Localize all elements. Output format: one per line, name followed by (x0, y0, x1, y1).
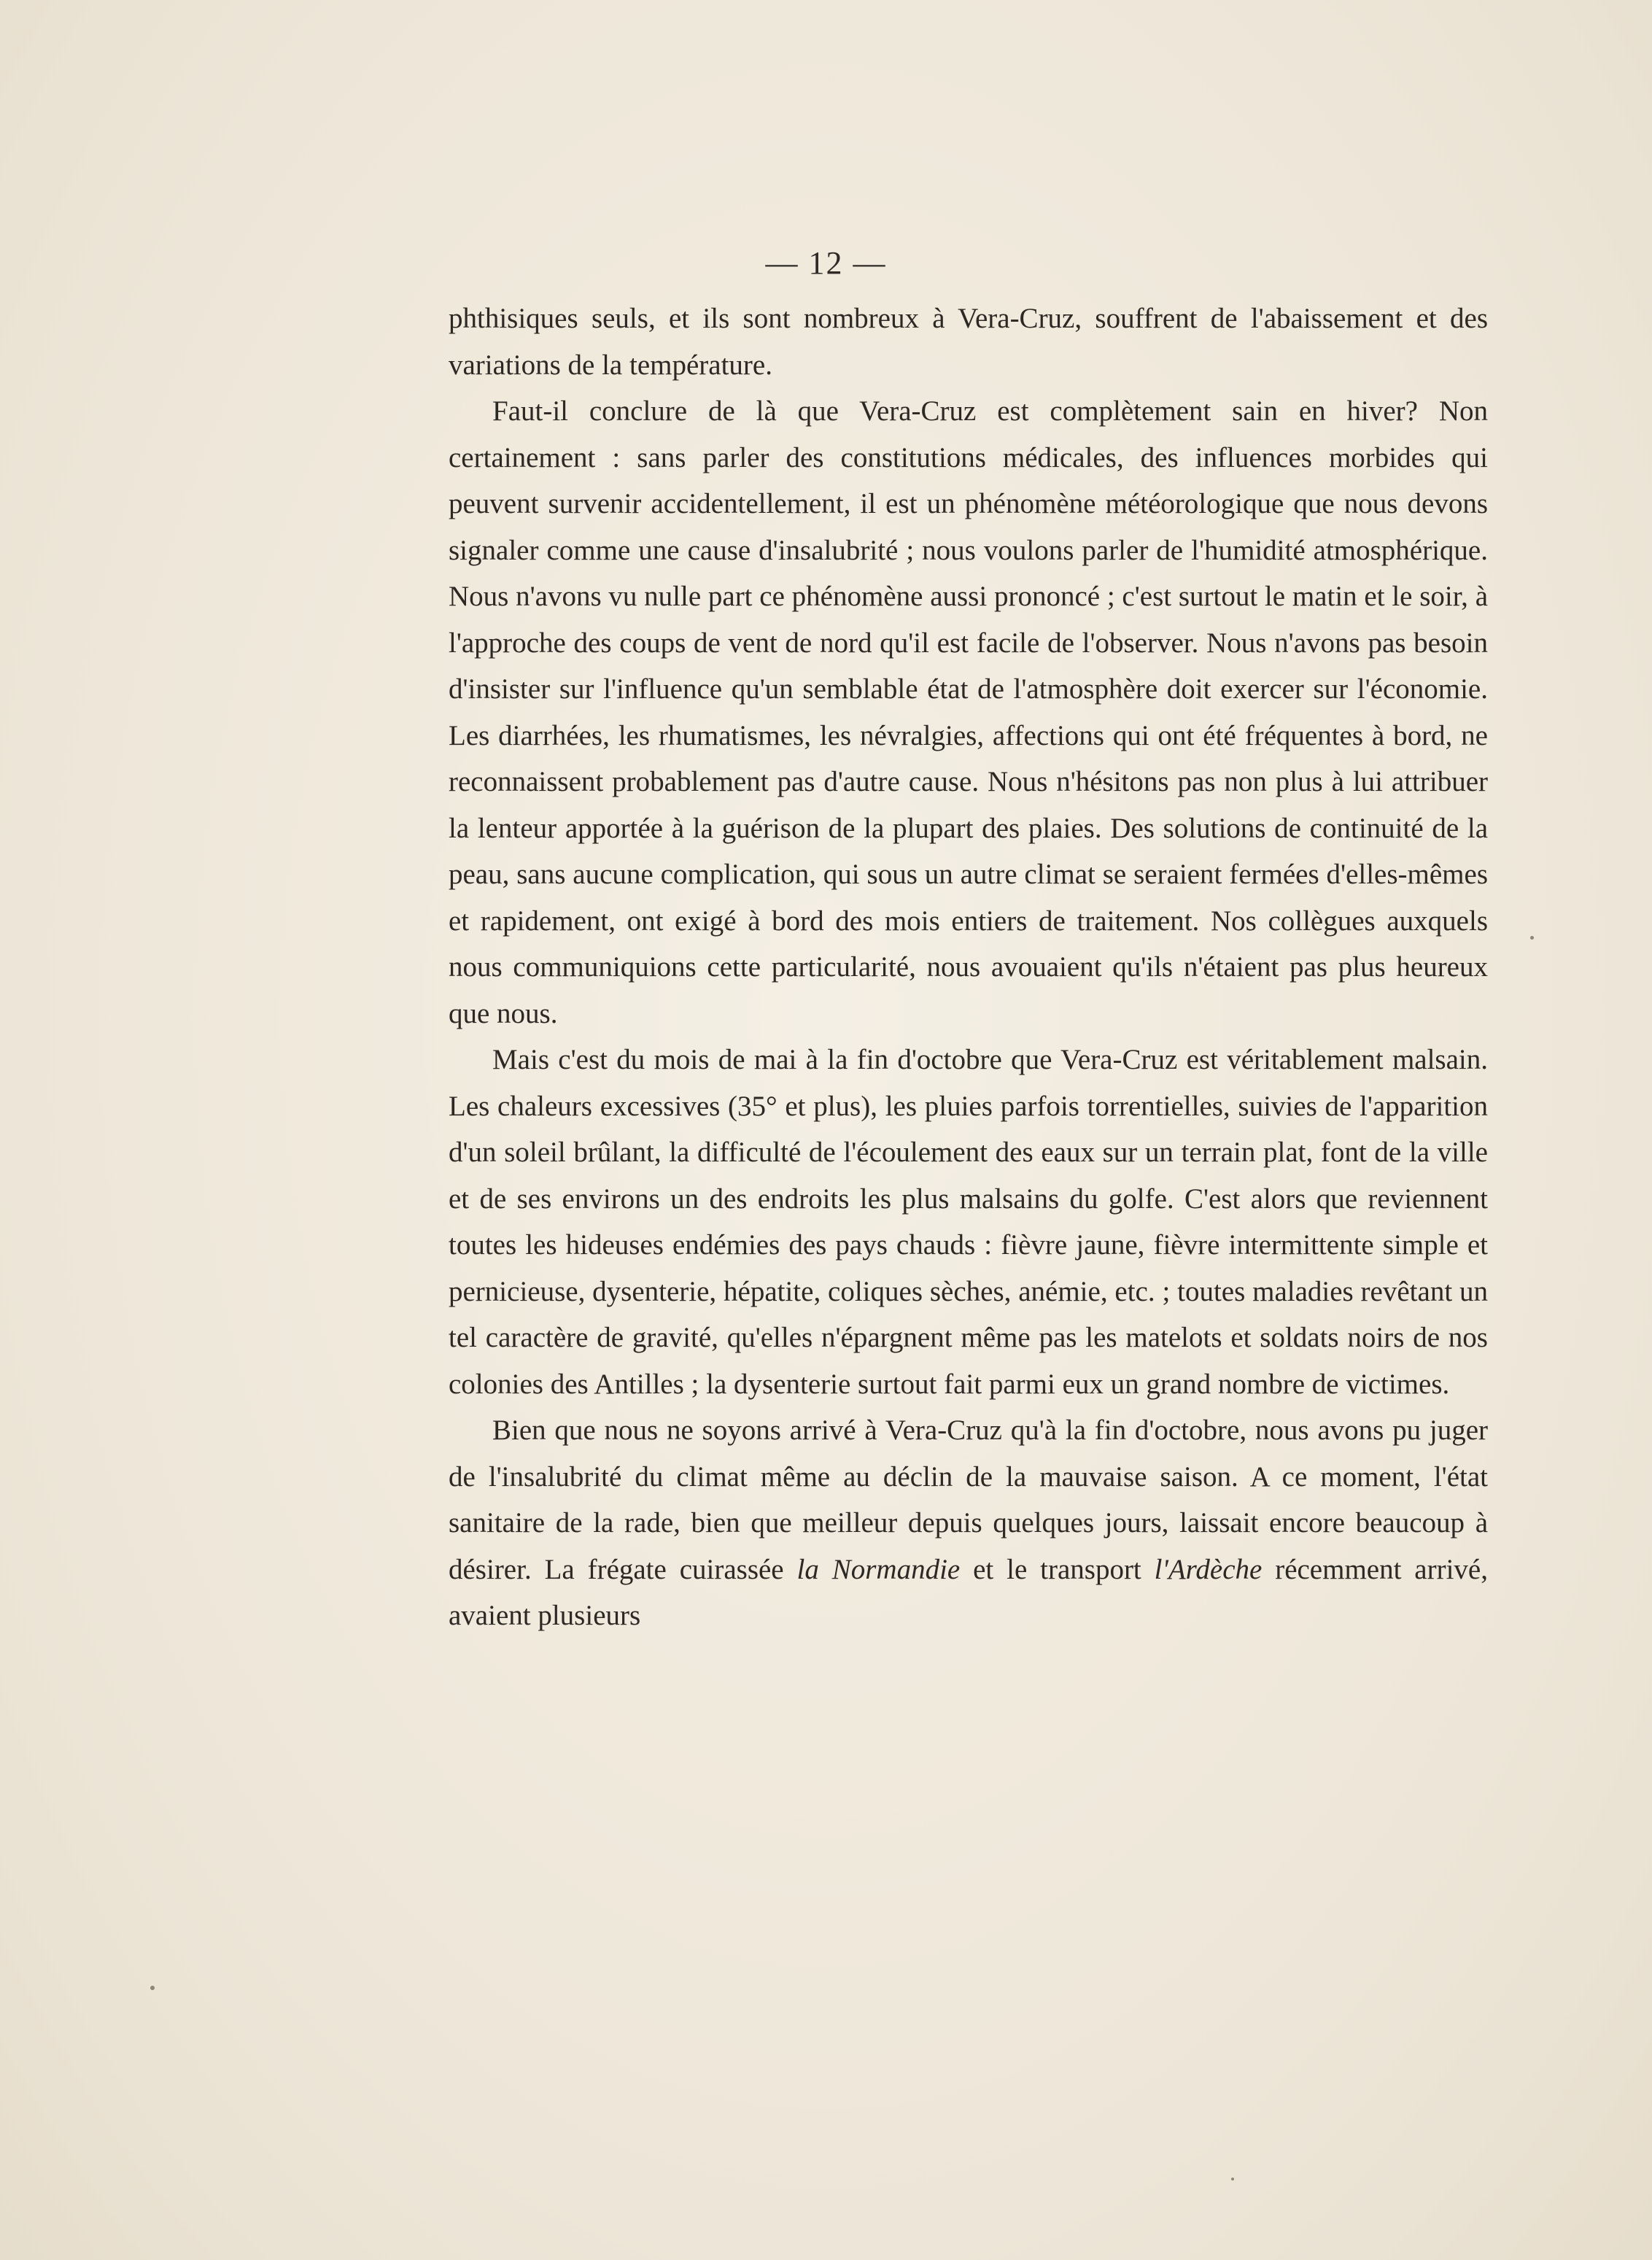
paragraph-2: Faut-il conclure de là que Vera-Cruz est complètement sain en hiver? Non certainement : sans parler des constitutions médicales, des influences morbides qui peuvent survenir accidentellement, il est un phénomène météorologique que nous devons signaler comme une cause d'insalubrité ; nous voulons parler de l'humidité atmosphérique. Nous n'avons vu nulle part ce phénomène aussi prononcé ; c'est surtout le matin et le soir, à l'approche des coups de vent de nord qu'il est facile de l'observer. Nous n'avons pas besoin d'insister sur l'influence qu'un semblable état de l'atmosphère doit exercer sur l'économie. Les diarrhées, les rhumatismes, les névralgies, affections qui ont été fréquentes à bord, ne reconnaissent probablement pas d'autre cause. Nous n'hésitons pas non plus à lui attribuer la lenteur apportée à la guérison de la plupart des plaies. Des solutions de continuité de la peau, sans aucune complication, qui sous un autre climat se seraient fermées d'elles-mêmes et rapidement, ont exigé à bord des mois entiers de traitement. Nos collègues auxquels nous communiquions cette particularité, nous avouaient qu'ils n'étaient pas plus heureux que nous. (449, 395, 1488, 1029)
paragraph-4-text-before: Bien que nous ne soyons arrivé à Vera-Cruz qu'à la fin d'octobre, nous avons pu juger de l'insalubrité du climat même au déclin de la mauvaise saison. A ce moment, l'état sanitaire de la rade, bien que meilleur depuis quelques jours, laissait encore beaucoup à désirer. La frégate cuirassée (449, 1415, 1488, 1585)
ship-name-ardeche: l'Ardèche (1154, 1553, 1263, 1585)
page-number: — 12 — (765, 245, 887, 281)
ship-name-normandie: la Normandie (796, 1553, 961, 1585)
paragraph-1: phthisiques seuls, et ils sont nombreux à Vera-Cruz, souffrent de l'abaissement et des variations de la température. (449, 303, 1488, 381)
paper-speck (1231, 2178, 1234, 2180)
body-text (449, 295, 1488, 1639)
paper-speck (1530, 936, 1534, 940)
paragraph-3: Mais c'est du mois de mai à la fin d'octobre que Vera-Cruz est véritablement malsain. Les chaleurs excessives (35° et plus), les pluies parfois torrentielles, suivies de l'apparition d'un soleil brûlant, la difficulté de l'écoulement des eaux sur un terrain plat, font de la ville et de ses environs un des endroits les plus malsains du golfe. C'est alors que reviennent toutes les hideuses endémies des pays chauds : fièvre jaune, fièvre intermittente simple et pernicieuse, dysenterie, hépatite, coliques sèches, anémie, etc. ; toutes maladies revêtant un tel caractère de gravité, qu'elles n'épargnent même pas les matelots et soldats noirs de nos colonies des Antilles ; la dysenterie surtout fait parmi eux un grand nombre de victimes. (449, 1044, 1488, 1400)
paper-speck (150, 1986, 155, 1990)
paragraph-4 (449, 1407, 1488, 1639)
paragraph-4-text-after: récemment arrivé, avaient plusieurs (449, 1553, 1488, 1631)
paragraph-4-text-middle: et le transport (960, 1553, 1155, 1585)
